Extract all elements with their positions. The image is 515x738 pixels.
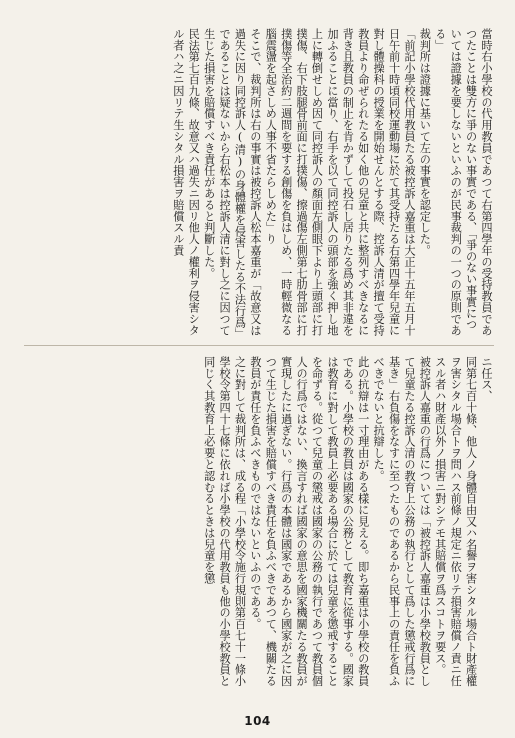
- page-number: 104: [244, 714, 271, 728]
- section-divider: [24, 345, 494, 346]
- upper-text-block: 當時右小學校の代用教員であつて右第四學年の受持教員であつたことは雙方に爭のない事實である、「爭のない事實については證據を要しないといふのが民事裁判の一つの原則である」 裁判所は證據に基いて左の事實を認定した。 「前記小學校代用教員たる被控訴人嘉重は大正十五年五月十日午前十時頃同校運動場に於て其受持たる右第四學年兒童に對し體操科の授業を開始せんとする際、控訴人清が擅て受持教員より命ぜられたる如く他の兒童と共に整列すべきなるに背き且教員の制止を肯かずして投石し居りたる爲め其非違を加ふることに當り、右手を以て同控訴人の頭部を強く押し地上に轉倒せしめ因て同控訴人の顏面左側眼下より上頭部に打撲傷、右下肢腿骨前面に打撲傷、擦過傷左側第七肋骨部に打撲傷等全治約二週間を要する創傷を負はしめ、一時輕微なる腦震盪を起さしめ人事不省たらしめた」り そこで、裁判所は右の事實は被控訴人松本嘉重が「故意又は過失に因り同控訴人(清)の身體權を侵害したる不法行爲」であることは疑ないから右松本は控訴人清に對し之に因つて生じた損害を賠償すべき責任があると判斷した。 民法第七百九條、故意又ハ過失ニ因リ他人ノ權利ヲ侵害シタル者ハ之ニ因リテ生シタル損害ヲ賠償スル責: [171, 28, 493, 340]
- lower-text-block: ニ任ス、 同第七百十條、他人ノ身體自由又ハ名譽ヲ害シタル場合ト財產權ヲ害シタル場合トヲ問ハス前條ノ規定ニ依リテ損害賠償ノ責ニ任スル者ハ財產以外ノ損害ニ對シテモ其賠償ヲ爲スコトヲ要ス。 被控訴人嘉重の行爲については「被控訴人嘉重は小學校教員として兒童たる控訴人清の教育上公務の執行として爲した懲戒行爲に基き」右負傷をなすに至つたものであるから民事上の責任を負ふべきでないと抗辯した。 此の抗辯は一寸理由がある樣に見える。即ち嘉重は小學校の教員である。小學校の教員は國家の公務として教育に從事する。國家は教育に對して教員上必要ある場合に於ては兒童を懲戒することを命ずる。從つて兒童の懲戒は國家の公務の執行であつて教員個人の行爲ではない、換言すれば國家の意思を國家機關たる教員が實現したに過ぎない。行爲の本體は國家であるから國家が之に因つて生じた損害を賠償すべき責任を負ふべきであつて、機關たる教員が責任を負ふべきものではないといふのである。 之に對して裁判所は、成る程「小學校令施行規則第百七十一條小學校令第四十七條に依れば小學校の代用教員も他の小學校教員と同じく其教育上必要と認むるときは兒童を懲: [202, 356, 493, 687]
